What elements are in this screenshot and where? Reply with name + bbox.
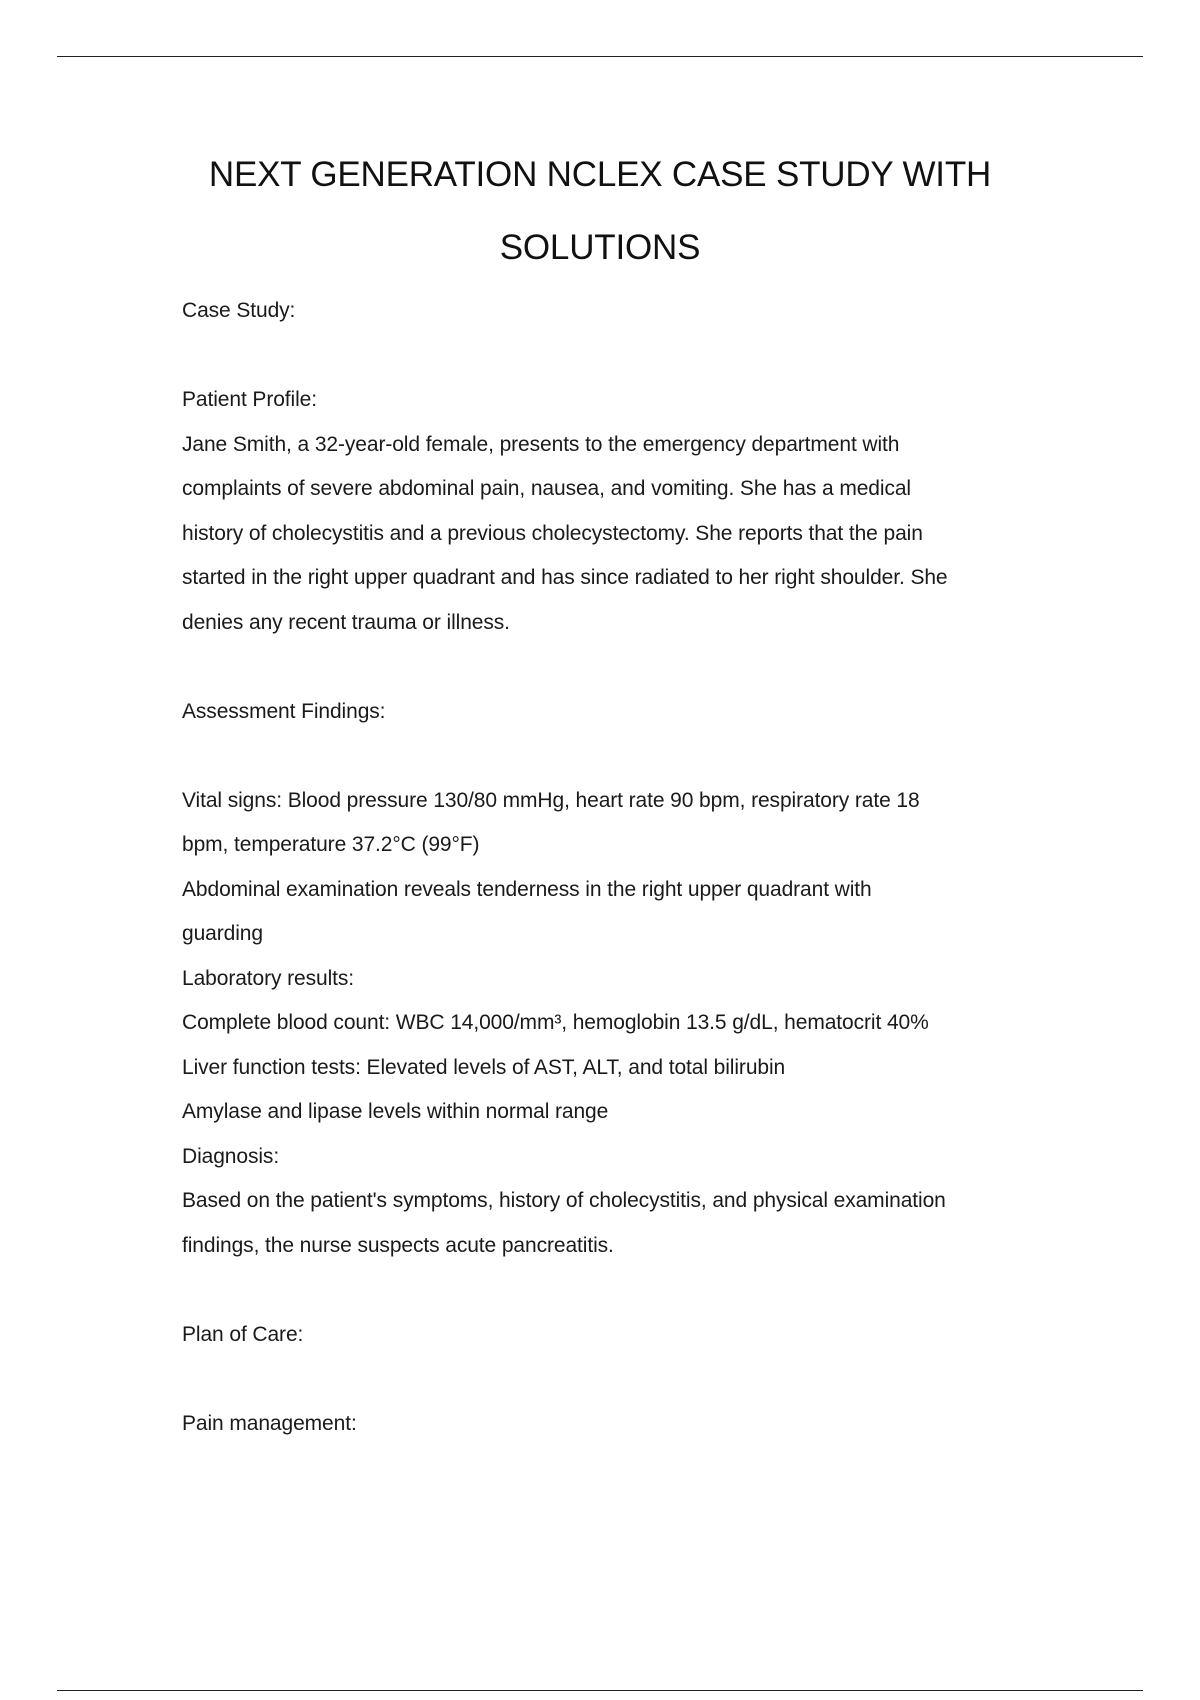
title-line-2: SOLUTIONS xyxy=(499,228,701,267)
bottom-rule xyxy=(57,1690,1143,1691)
spacer xyxy=(182,1357,1062,1402)
assessment-line: findings, the nurse suspects acute pancreatitis. xyxy=(182,1233,614,1257)
assessment-line: bpm, temperature 37.2°C (99°F) xyxy=(182,833,480,856)
assessment-line: Complete blood count: WBC 14,000/mm³, hemoglobin 13.5 g/dL, hematocrit 40% xyxy=(182,1011,929,1034)
assessment-line: Vital signs: Blood pressure 130/80 mmHg, heart rate 90 bpm, respiratory rate 18 xyxy=(182,788,920,812)
spacer xyxy=(182,1268,1062,1313)
document-title xyxy=(150,138,1050,284)
patient-profile-line: denies any recent trauma or illness. xyxy=(182,610,510,634)
spacer xyxy=(182,734,1062,779)
assessment-line: Liver function tests: Elevated levels of AST, ALT, and total bilirubin xyxy=(182,1055,786,1079)
patient-profile-line: history of cholecystitis and a previous cholecystectomy. She reports that the pain xyxy=(182,521,923,545)
pain-management-heading: Pain management: xyxy=(182,1411,357,1435)
assessment-line: Abdominal examination reveals tenderness in the right upper quadrant with xyxy=(182,877,872,901)
assessment-line: Laboratory results: xyxy=(182,966,355,990)
patient-profile-line: complaints of severe abdominal pain, nausea, and vomiting. She has a medical xyxy=(182,477,912,500)
document-body xyxy=(182,289,1062,1446)
patient-profile-heading: Patient Profile: xyxy=(182,388,317,411)
patient-profile-line: started in the right upper quadrant and has since radiated to her right shoulder. She xyxy=(182,566,948,589)
assessment-line: Amylase and lipase levels within normal range xyxy=(182,1100,609,1123)
assessment-line: Based on the patient's symptoms, history of cholecystitis, and physical examination xyxy=(182,1189,946,1212)
assessment-line: guarding xyxy=(182,922,263,945)
assessment-heading: Assessment Findings: xyxy=(182,699,386,723)
plan-of-care-heading: Plan of Care: xyxy=(182,1322,304,1346)
case-study-label: Case Study: xyxy=(182,299,296,322)
spacer xyxy=(182,645,1062,690)
top-rule xyxy=(57,56,1143,57)
title-line-1: NEXT GENERATION NCLEX CASE STUDY WITH xyxy=(208,155,992,194)
patient-profile-line: Jane Smith, a 32-year-old female, presents to the emergency department with xyxy=(182,432,900,456)
assessment-line: Diagnosis: xyxy=(182,1144,280,1168)
spacer xyxy=(182,334,1062,379)
